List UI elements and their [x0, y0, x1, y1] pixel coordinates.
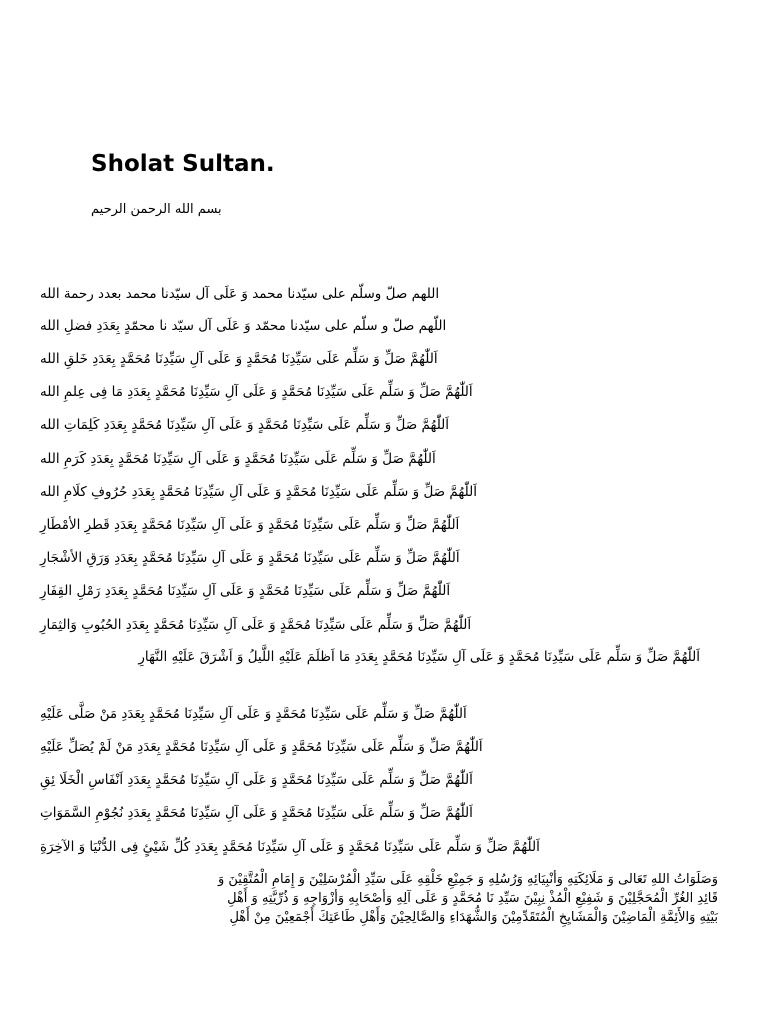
prayer-line-15: اَللّٰهُمَّ صَلِّ وَ سَلِّم عَلَى سَيِّدِنَا مُحَمَّدٍ وَ عَلَى آلِ سَيِّدِنَا مُحَمَّدٍ بِعَدَدِ اَنْفَاسِ الْخَلَا ئِقِ [40, 772, 473, 788]
prayer-line-2: اللّهم صلّ و سلّم على سيّدنا محمّد وَ عَلَى آل سيّد نا محمّدٍ بِعَدَدِ فضلِ الله [40, 318, 447, 334]
prayer-line-17: اَللّٰهُمَّ صَلِّ وَ سَلِّم عَلَى سَيِّدِنَا مُحَمَّدٍ وَ عَلَى آلِ سَيِّدِنَا مُحَمَّدٍ بِعَدَدِ كُلِّ شَيْئٍ فِى الدُّنْيَا وَ الآخِرَةِ [40, 839, 540, 855]
closing-line-1: وَصَلَوَاتُ اللهِ تَعَالى وَ مَلَائِكَتِهِ وَأنْبِيَائِهِ وَرُسُلِهِ وَ جَمِيْعِ خَلْقِهِ عَلَى سَيِّدِ الْمُرْسَلِيْنَ وَ إِمَامِ الْمُتَّقِيْنَ وَ [217, 872, 718, 887]
prayer-line-11: اَللّٰهُمَّ صَلِّ وَ سَلِّم عَلَى سَيِّدِنَا مُحَمَّدٍ وَ عَلَى آلِ سَيِّدِنَا مُحَمَّدٍ بِعَدَدِ الحُبُوبِ وَالثِمَارِ [40, 617, 472, 633]
prayer-line-3: اَللّٰهُمَّ صَلِّ وَ سَلِّم عَلَى سَيِّدِنَا مُحَمَّدٍ وَ عَلَى آلِ سَيِّدِنَا مُحَمَّدٍ بِعَدَدِ خَلقِ الله [40, 351, 438, 367]
basmala-line: بسم الله الرحمن الرحيم [91, 202, 222, 217]
prayer-line-7: اَللّٰهُمَّ صَلِّ وَ سَلِّم عَلَى سَيِّدِنَا مُحَمَّدٍ وَ عَلَى آلِ سَيِّدِنَا مُحَمَّدٍ بِعَدَدِ حُرُوفِ كلَامِ الله [40, 484, 477, 500]
prayer-line-13: اَللّٰهُمَّ صَلِّ وَ سَلِّم عَلَى سَيِّدِنَا مُحَمَّدٍ وَ عَلَى آلِ سَيِّدِنَا مُحَمَّدٍ بِعَدَدِ مَنْ صَلَّى عَلَيْهِ [40, 706, 467, 722]
prayer-line-16: اَللّٰهُمَّ صَلِّ وَ سَلِّم عَلَى سَيِّدِنَا مُحَمَّدٍ وَ عَلَى آلِ سَيِّدِنَا مُحَمَّدٍ بِعَدَدِ نُجُوْمِ السَّمَوَاتِ [40, 805, 473, 821]
prayer-line-1: اللهم صلّ وسلّم على سيّدنا محمد وَ عَلَى آل سيّدنا محمد بعدد رحمة الله [40, 286, 440, 302]
prayer-line-14: اَللّٰهُمَّ صَلِّ وَ سَلِّم عَلَى سَيِّدِنَا مُحَمَّدٍ وَ عَلَى آلِ سَيِّدِنَا مُحَمَّدٍ بِعَدَدِ مَنْ لَمْ يُصَلِّ عَلَيْهِ [40, 739, 483, 755]
closing-line-3: بَيْتِهِ وَالأَئِمَّةِ الْمَاضِيْنَ وَالْمَشَايِخِ الْمُتَقَدِّمِيْنَ وَالشُّهَدَاءِ وَالصَّالِحِيْنَ وَأَهْلِ طَاعَتِكَ أَجْمَعِيْنَ مِنْ أَهْلِ [229, 910, 718, 925]
prayer-line-4: اَللّٰهُمَّ صَلِّ وَ سَلِّم عَلَى سَيِّدِنَا مُحَمَّدٍ وَ عَلَى آلِ سَيِّدِنَا مُحَمَّدٍ بِعَدَدِ مَا فِى عِلمِ الله [40, 384, 473, 400]
closing-line-2: قَائِدِ الغُرِّ الْمُحَجَّلِيْنَ وَ شَفِيْعِ الْمُذْ نِبِيْنَ سَيِّدِ نَا مُحَمَّدٍ وَ عَلَى آلِهِ وَأصْحَابِهِ وَأزْوَاجِهِ وَ ذُرِّيَّتِهِ وَ أَهْلِ [227, 891, 718, 906]
prayer-line-12: اَللّٰهُمَّ صَلِّ وَ سَلِّم عَلَى سَيِّدِنَا مُحَمَّدٍ وَ عَلَى آلِ سَيِّدِنَا مُحَمَّدٍ بِعَدَدِ مَا اَظلَمَ عَلَيْهِ اللَّيلُ وَ اَشْرَقَ عَلَيْهِ النَّهَارِ [138, 649, 700, 665]
prayer-line-10: اَللّٰهُمَّ صَلِّ وَ سَلِّم عَلَى سَيِّدِنَا مُحَمَّدٍ وَ عَلَى آلِ سَيِّدِنَا مُحَمَّدٍ بِعَدَدِ رَمْلِ القِفَارِ [40, 583, 451, 599]
prayer-line-9: اَللّٰهُمَّ صَلِّ وَ سَلِّم عَلَى سَيِّدِنَا مُحَمَّدٍ وَ عَلَى آلِ سَيِّدِنَا مُحَمَّدٍ بِعَدَدِ وَرَقِ الأشْجَارِ [40, 550, 460, 566]
prayer-line-6: اَللّٰهُمَّ صَلِّ وَ سَلِّم عَلَى سَيِّدِنَا مُحَمَّدٍ وَ عَلَى آلِ سَيِّدِنَا مُحَمَّدٍ بِعَدَدِ كَرَمِ الله [40, 451, 436, 467]
prayer-line-8: اَللّٰهُمَّ صَلِّ وَ سَلِّم عَلَى سَيِّدِنَا مُحَمَّدٍ وَ عَلَى آلِ سَيِّدِنَا مُحَمَّدٍ بِعَدَدِ قَطرِ الأمْطَارِ [40, 517, 460, 533]
document-title: Sholat Sultan. [91, 151, 275, 177]
prayer-line-5: اَللّٰهُمَّ صَلِّ وَ سَلِّم عَلَى سَيِّدِنَا مُحَمَّدٍ وَ عَلَى آلِ سَيِّدِنَا مُحَمَّدٍ بِعَدَدِ كَلِمَاتِ الله [40, 417, 450, 433]
